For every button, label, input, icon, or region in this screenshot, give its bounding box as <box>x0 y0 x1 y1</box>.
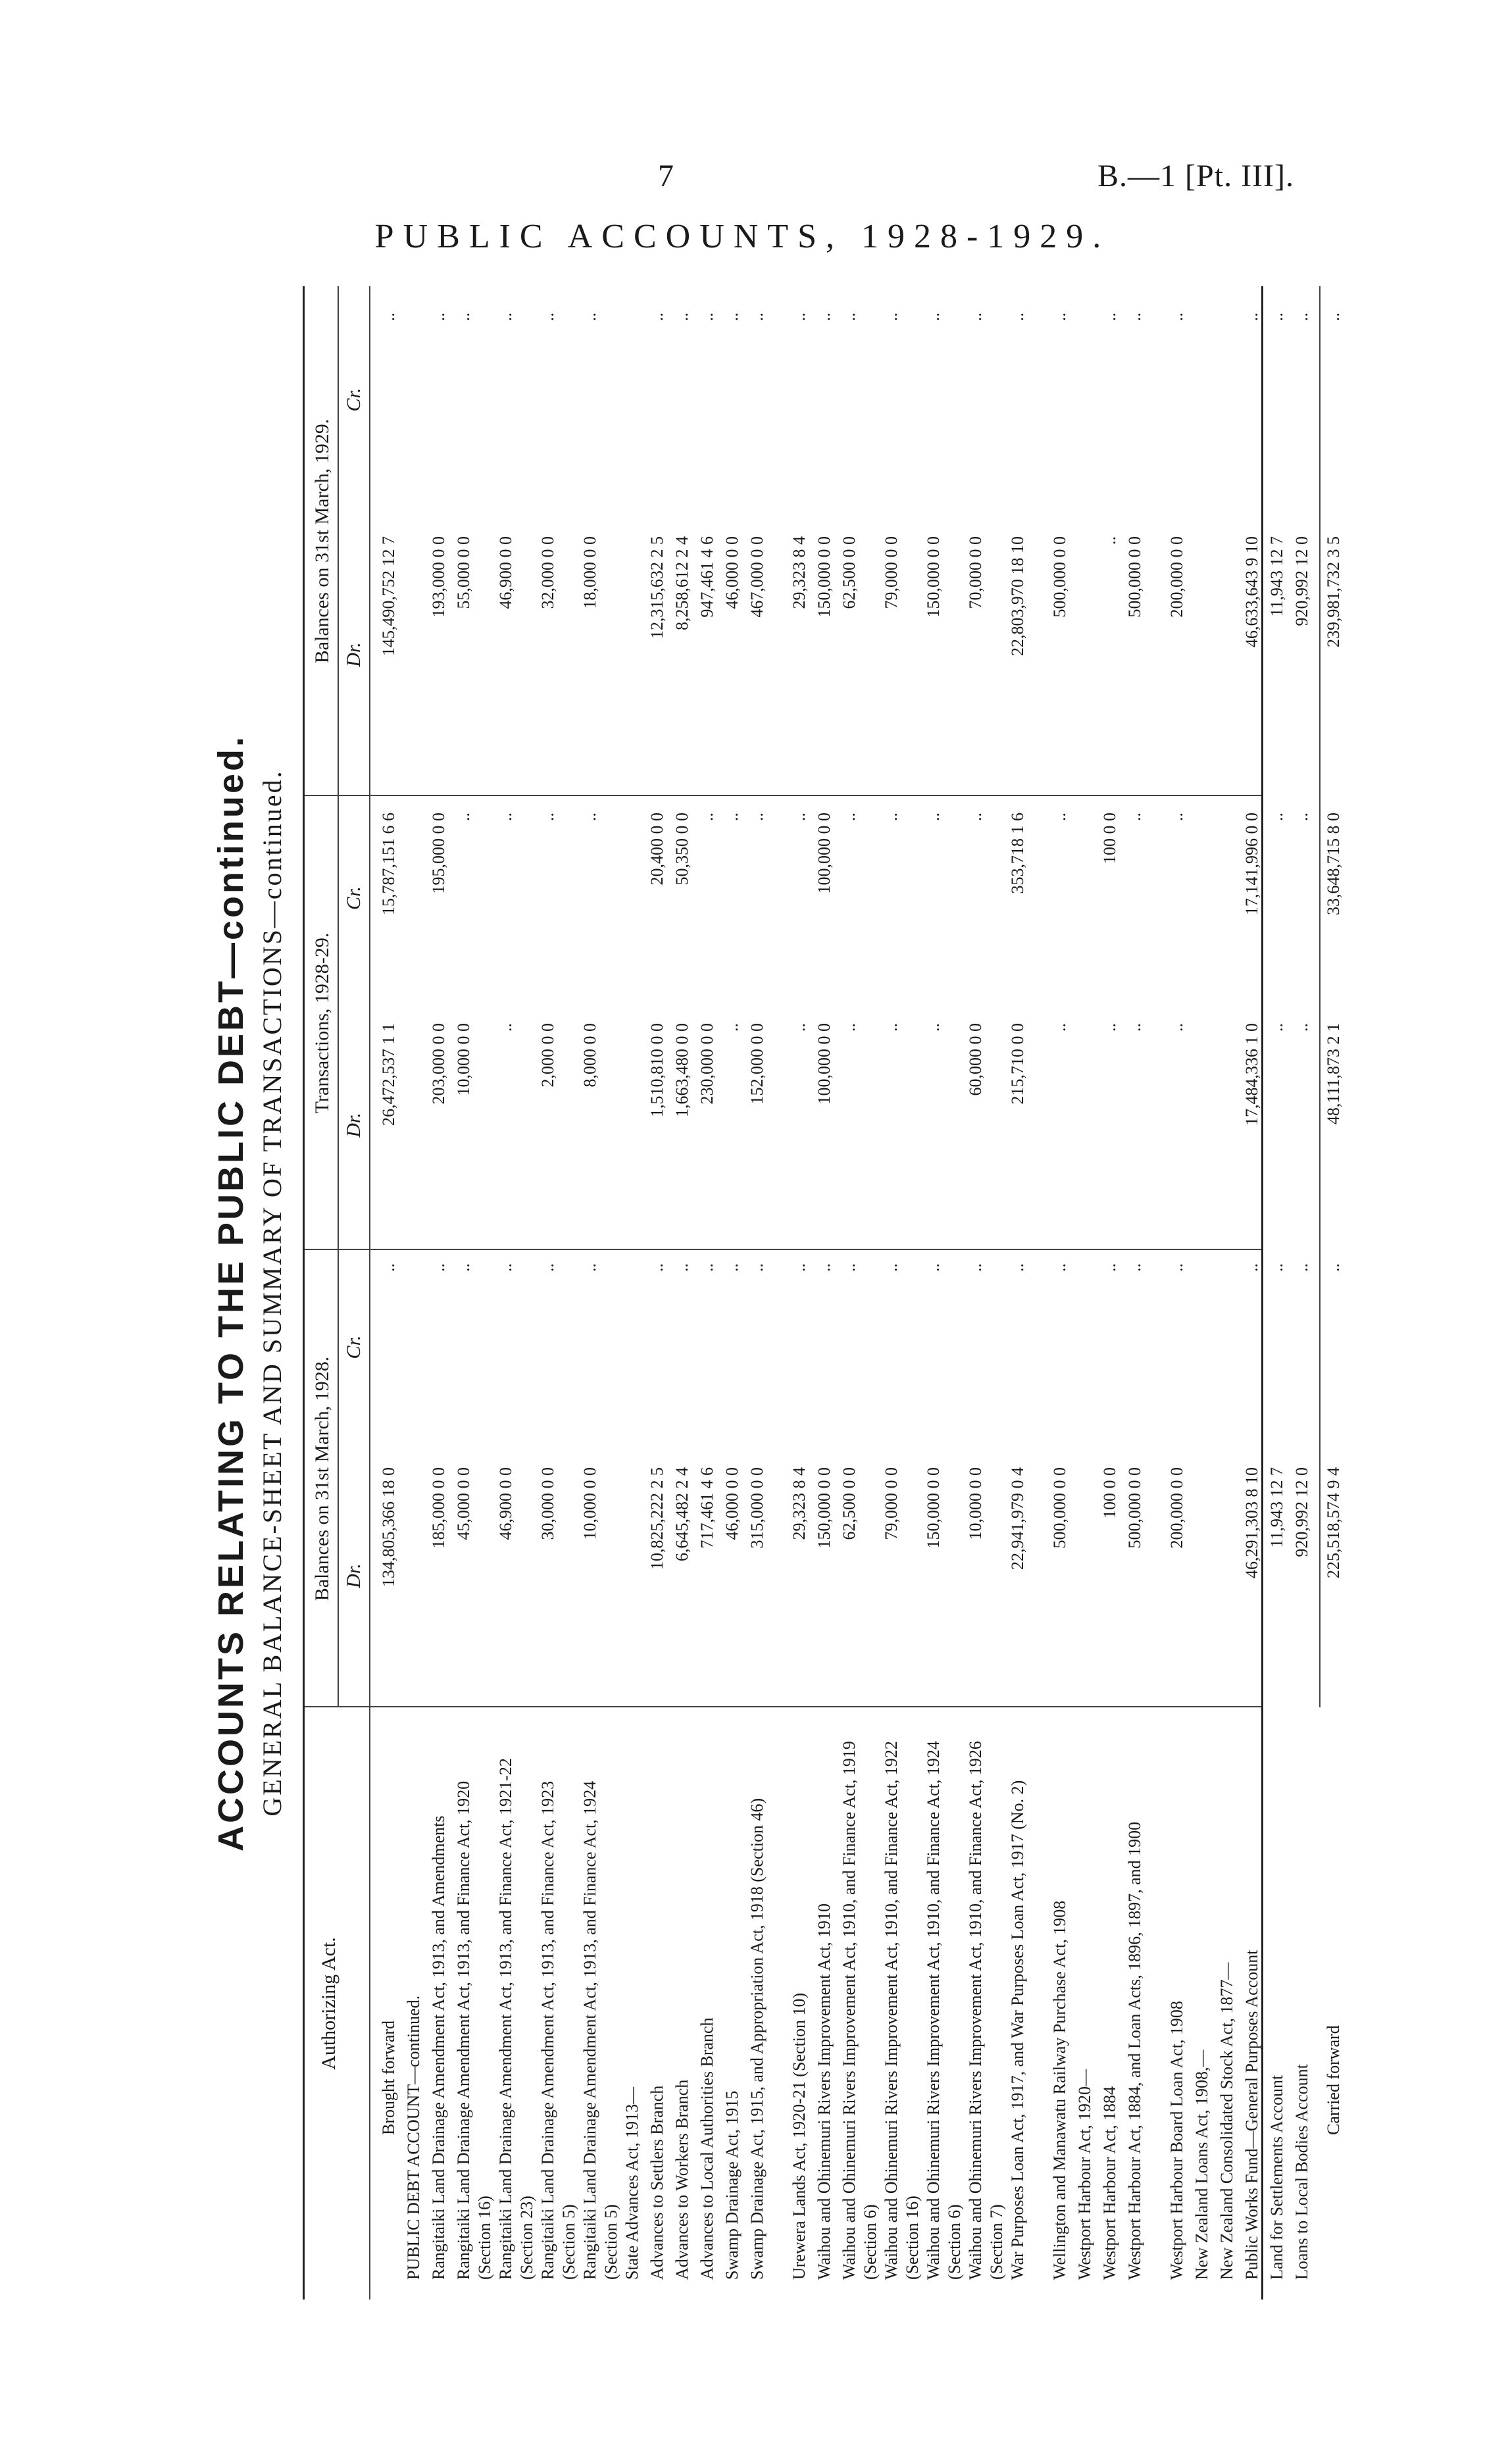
cell-b28cr: .. <box>966 1263 985 1272</box>
cell-tcr: .. <box>966 813 985 821</box>
table-title: ACCOUNTS RELATING TO THE PUBLIC DEBT—continued. <box>211 734 251 1851</box>
cell-b28cr: .. <box>1167 1263 1186 1272</box>
cell-b29cr: .. <box>379 313 398 321</box>
cell-b29dr: 239,981,732 3 5 <box>1324 536 1343 647</box>
cell-b29cr: .. <box>924 313 943 321</box>
cell-tdr: .. <box>496 1023 515 1032</box>
cell-tcr: .. <box>454 813 473 821</box>
page-number: 7 <box>658 159 674 193</box>
cell-b29dr: 145,490,752 12 7 <box>379 536 398 656</box>
cell-b28dr: 185,000 0 0 <box>429 1467 448 1549</box>
cell-b28dr: 30,000 0 0 <box>538 1467 557 1540</box>
cell-b28dr: 62,500 0 0 <box>840 1467 859 1540</box>
cell-tcr: .. <box>1050 813 1069 821</box>
row-label: Rangitaiki Land Drainage Amendment Act, 1913, and Finance Act, 1920 (Section 16) <box>454 1780 494 2280</box>
cell-tdr: 26,472,537 1 1 <box>379 1023 398 1126</box>
cell-tdr: .. <box>1050 1023 1069 1032</box>
cell-tdr: .. <box>1167 1023 1186 1032</box>
cell-b29dr: 920,992 12 0 <box>1292 536 1311 626</box>
cell-b28dr: 500,000 0 0 <box>1050 1467 1069 1549</box>
cell-tdr: 100,000 0 0 <box>815 1023 834 1105</box>
cell-b29dr: 150,000 0 0 <box>815 536 834 618</box>
subheader-dr: Dr. <box>343 642 365 667</box>
cell-b29cr: .. <box>1167 313 1186 321</box>
subheader-dr: Dr. <box>343 1563 365 1588</box>
cell-b28dr: 46,291,303 8 10 <box>1242 1467 1261 1578</box>
cell-b29dr: 46,633,643 9 10 <box>1242 536 1261 647</box>
cell-tcr: 33,648,715 8 0 <box>1324 813 1343 915</box>
column-header-balances-1928: Balances on 31st March, 1928. <box>311 1356 333 1601</box>
table-row <box>1267 286 1288 2300</box>
table-row <box>428 286 449 2300</box>
cell-tcr: .. <box>538 813 557 821</box>
cell-b28dr: 22,941,979 0 4 <box>1008 1467 1027 1570</box>
cell-b29dr: 70,000 0 0 <box>966 536 985 609</box>
cell-b28cr: .. <box>429 1263 448 1272</box>
cell-b28cr: .. <box>924 1263 943 1272</box>
row-label: Waihou and Ohinemuri Rivers Improvement Act, 1910, and Finance Act, 1919 (Section 6) <box>840 1741 880 2280</box>
total-rule <box>1319 286 1321 1707</box>
cell-b29dr: 467,000 0 0 <box>747 536 767 618</box>
cell-b28cr: .. <box>1242 1263 1261 1272</box>
cell-b29dr: 18,000 0 0 <box>580 536 599 609</box>
row-label: PUBLIC DEBT ACCOUNT—continued. <box>404 1995 423 2280</box>
table-row <box>538 286 580 2300</box>
cell-b29cr: .. <box>454 313 473 321</box>
table-row <box>881 286 923 2300</box>
cell-b28dr: 6,645,482 2 4 <box>672 1467 692 1561</box>
cell-b28cr: .. <box>496 1263 515 1272</box>
cell-b29cr: .. <box>429 313 448 321</box>
row-label: Rangitaiki Land Drainage Amendment Act, 1913, and Finance Act, 1923 (Section 5) <box>538 1780 578 2280</box>
table-row <box>1049 286 1070 2300</box>
table-row <box>747 286 789 2300</box>
row-label: Westport Harbour Act, 1920— <box>1075 2069 1094 2280</box>
cell-b29cr: .. <box>1242 313 1261 321</box>
cell-b29dr: 46,900 0 0 <box>496 536 515 609</box>
row-label: Wellington and Manawatu Railway Purchase Act, 1908 <box>1050 1900 1069 2280</box>
cell-tdr: .. <box>1100 1023 1119 1032</box>
table-row <box>1074 286 1095 2300</box>
cell-tdr: 2,000 0 0 <box>538 1023 557 1088</box>
cell-b29dr: 22,803,970 18 10 <box>1008 536 1027 656</box>
header-bottom-rule <box>369 286 370 2300</box>
table-row <box>1007 286 1049 2300</box>
row-label: Rangitaiki Land Drainage Amendment Act, 1913, and Finance Act, 1921-22 (Section 23) <box>496 1758 536 2280</box>
cell-b29cr: .. <box>966 313 985 321</box>
table-row <box>1124 286 1167 2300</box>
cell-b29cr: .. <box>647 313 667 321</box>
cell-b28cr: .. <box>790 1263 809 1272</box>
cell-b29cr: .. <box>790 313 809 321</box>
cell-b28cr: .. <box>672 1263 692 1272</box>
cell-tdr: .. <box>882 1023 901 1032</box>
cell-tcr: .. <box>1125 813 1144 821</box>
row-label: Westport Harbour Act, 1884 <box>1100 2086 1119 2280</box>
header-divider <box>338 286 339 1707</box>
table-row <box>378 286 399 2300</box>
cell-b29cr: .. <box>538 313 557 321</box>
table-row <box>1242 286 1263 2300</box>
cell-tcr: 20,400 0 0 <box>647 813 667 886</box>
row-label: New Zealand Consolidated Stock Act, 1877— <box>1217 1962 1236 2280</box>
cell-b28cr: .. <box>815 1263 834 1272</box>
cell-tcr: .. <box>1267 813 1286 821</box>
cell-tcr: .. <box>697 813 717 821</box>
cell-tdr: .. <box>722 1023 742 1032</box>
row-label: Loans to Local Bodies Account <box>1292 2064 1311 2280</box>
row-label: Waihou and Ohinemuri Rivers Improvement Act, 1910, and Finance Act, 1922 (Section 16) <box>882 1741 922 2280</box>
cell-tdr: 152,000 0 0 <box>747 1023 767 1105</box>
cell-b28dr: 10,000 0 0 <box>966 1467 985 1540</box>
cell-tdr: 17,484,336 1 0 <box>1242 1023 1261 1126</box>
row-label: Rangitaiki Land Drainage Amendment Act, 1913, and Finance Act, 1924 (Section 5) <box>580 1780 620 2280</box>
table-row <box>453 286 495 2300</box>
table-row <box>1323 286 1344 2300</box>
cell-b28dr: 225,518,574 9 4 <box>1324 1467 1343 1578</box>
cell-b29dr: .. <box>1100 536 1119 545</box>
row-label: Land for Settlements Account <box>1267 2074 1286 2280</box>
subheader-cr: Cr. <box>343 886 365 910</box>
row-label: Public Works Fund—General Purposes Account <box>1242 1949 1261 2280</box>
cell-tcr: 50,350 0 0 <box>672 813 692 886</box>
cell-b28dr: 200,000 0 0 <box>1167 1467 1186 1549</box>
cell-b29dr: 193,000 0 0 <box>429 536 448 618</box>
cell-tdr: .. <box>1292 1023 1311 1032</box>
table-subtitle: GENERAL BALANCE-SHEET AND SUMMARY OF TRANSACTIONS—continued. <box>257 769 287 1817</box>
table-row <box>672 286 693 2300</box>
cell-tcr: .. <box>747 813 767 821</box>
cell-tcr: 100,000 0 0 <box>815 813 834 894</box>
cell-tcr: .. <box>496 813 515 821</box>
cell-b29dr: 500,000 0 0 <box>1125 536 1144 618</box>
cell-b28dr: 315,000 0 0 <box>747 1467 767 1549</box>
cell-b29dr: 79,000 0 0 <box>882 536 901 609</box>
row-label: Urewera Lands Act, 1920-21 (Section 10) <box>790 1992 809 2280</box>
cell-b29cr: .. <box>840 313 859 321</box>
cell-b29cr: .. <box>1324 313 1343 321</box>
table-row <box>1167 286 1188 2300</box>
cell-tdr: 1,510,810 0 0 <box>647 1023 667 1117</box>
cell-b28cr: .. <box>1324 1263 1343 1272</box>
table-row <box>965 286 1007 2300</box>
cell-b28dr: 29,323 8 4 <box>790 1467 809 1540</box>
table-row <box>923 286 965 2300</box>
cell-b28cr: .. <box>697 1263 717 1272</box>
cell-tdr: 60,000 0 0 <box>966 1023 985 1096</box>
cell-b28cr: .. <box>722 1263 742 1272</box>
cell-b29dr: 29,323 8 4 <box>790 536 809 609</box>
table-row <box>697 286 718 2300</box>
cell-b29cr: .. <box>882 313 901 321</box>
table-row <box>647 286 668 2300</box>
cell-b28cr: .. <box>1100 1263 1119 1272</box>
table-row <box>814 286 835 2300</box>
cell-b28cr: .. <box>882 1263 901 1272</box>
cell-tdr: .. <box>840 1023 859 1032</box>
cell-b29dr: 150,000 0 0 <box>924 536 943 618</box>
table-row <box>403 286 424 2300</box>
document-title: PUBLIC ACCOUNTS, 1928-1929. <box>374 218 1111 255</box>
cell-b28dr: 717,461 4 6 <box>697 1467 717 1549</box>
table-row <box>622 286 643 2300</box>
cell-b29dr: 500,000 0 0 <box>1050 536 1069 618</box>
cell-b29cr: .. <box>1008 313 1027 321</box>
cell-tdr: 203,000 0 0 <box>429 1023 448 1105</box>
table-row <box>495 286 538 2300</box>
cell-b28cr: .. <box>747 1263 767 1272</box>
cell-b28dr: 45,000 0 0 <box>454 1467 473 1540</box>
cell-tcr: 100 0 0 <box>1100 813 1119 864</box>
subheader-cr: Cr. <box>343 1335 365 1359</box>
cell-tdr: 230,000 0 0 <box>697 1023 717 1105</box>
row-label: Waihou and Ohinemuri Rivers Improvement Act, 1910 <box>815 1903 834 2280</box>
table-row <box>580 286 622 2300</box>
cell-b29cr: .. <box>672 313 692 321</box>
cell-b28cr: .. <box>1292 1263 1311 1272</box>
cell-b28cr: .. <box>538 1263 557 1272</box>
cell-b28dr: 920,992 12 0 <box>1292 1467 1311 1557</box>
cell-b29dr: 200,000 0 0 <box>1167 536 1186 618</box>
cell-b29dr: 55,000 0 0 <box>454 536 473 609</box>
cell-b28cr: .. <box>379 1263 398 1272</box>
cell-b28dr: 134,805,366 18 0 <box>379 1467 398 1587</box>
row-label: New Zealand Loans Act, 1908,— <box>1192 2049 1211 2280</box>
cell-b28dr: 46,900 0 0 <box>496 1467 515 1540</box>
cell-b28cr: .. <box>1125 1263 1144 1272</box>
cell-b28dr: 79,000 0 0 <box>882 1467 901 1540</box>
cell-tcr: 353,718 1 6 <box>1008 813 1027 894</box>
row-label: Rangitaiki Land Drainage Amendment Act, 1913, and Amendments <box>429 1815 448 2280</box>
cell-tcr: 195,000 0 0 <box>429 813 448 894</box>
cell-b29dr: 32,000 0 0 <box>538 536 557 609</box>
cell-tcr: .. <box>1292 813 1311 821</box>
row-label: Westport Harbour Act, 1884, and Loan Acts, 1896, 1897, and 1900 <box>1125 1821 1144 2280</box>
cell-b28cr: .. <box>647 1263 667 1272</box>
cell-b28dr: 100 0 0 <box>1100 1467 1119 1519</box>
cell-tcr: .. <box>722 813 742 821</box>
table-row <box>789 286 810 2300</box>
table-row <box>1217 286 1238 2300</box>
cell-tdr: 8,000 0 0 <box>580 1023 599 1088</box>
cell-tdr: .. <box>790 1023 809 1032</box>
subheader-cr: Cr. <box>343 388 365 412</box>
cell-b28cr: .. <box>1008 1263 1027 1272</box>
cell-b29cr: .. <box>1050 313 1069 321</box>
row-label: State Advances Act, 1913— <box>622 2086 642 2280</box>
cell-b29cr: .. <box>747 313 767 321</box>
cell-tcr: .. <box>924 813 943 821</box>
cell-b29cr: .. <box>496 313 515 321</box>
cell-b28dr: 11,943 12 7 <box>1267 1467 1286 1548</box>
cell-tcr: .. <box>882 813 901 821</box>
cell-tcr: 15,787,151 6 6 <box>379 813 398 915</box>
cell-tcr: .. <box>840 813 859 821</box>
cell-b28cr: .. <box>840 1263 859 1272</box>
row-label: Carried forward <box>1324 2025 1343 2135</box>
row-label: Swamp Drainage Act, 1915 <box>722 2090 742 2280</box>
cell-tdr: 1,663,480 0 0 <box>672 1023 692 1117</box>
cell-b28cr: .. <box>1267 1263 1286 1272</box>
cell-tdr: 10,000 0 0 <box>454 1023 473 1096</box>
cell-b29dr: 12,315,632 2 5 <box>647 536 667 639</box>
cell-b28cr: .. <box>454 1263 473 1272</box>
cell-b28cr: .. <box>580 1263 599 1272</box>
row-label: Brought forward <box>379 2020 398 2135</box>
cell-b28cr: .. <box>1050 1263 1069 1272</box>
subheader-dr: Dr. <box>343 1113 365 1138</box>
cell-tdr: .. <box>1267 1023 1286 1032</box>
cell-b29cr: .. <box>697 313 717 321</box>
row-label: Waihou and Ohinemuri Rivers Improvement Act, 1910, and Finance Act, 1926 (Section 7) <box>966 1741 1006 2280</box>
cell-tdr: .. <box>1125 1023 1144 1032</box>
cell-b29cr: .. <box>815 313 834 321</box>
cell-tdr: .. <box>924 1023 943 1032</box>
cell-b29cr: .. <box>580 313 599 321</box>
rotated-table-block <box>211 286 1343 2300</box>
cell-b28dr: 10,825,222 2 5 <box>647 1467 667 1570</box>
row-label: War Purposes Loan Act, 1917, and War Purposes Loan Act, 1917 (No. 2) <box>1008 1780 1027 2280</box>
row-label: Advances to Local Authorities Branch <box>697 2017 717 2280</box>
row-label: Westport Harbour Board Loan Act, 1908 <box>1167 2001 1186 2280</box>
cell-b29cr: .. <box>722 313 742 321</box>
cell-tcr: 17,141,996 0 0 <box>1242 813 1261 915</box>
table-row <box>722 286 743 2300</box>
cell-b29dr: 947,461 4 6 <box>697 536 717 618</box>
document-code: B.—1 [Pt. III]. <box>1097 159 1294 193</box>
balance-sheet-table <box>303 286 1343 2300</box>
row-label: Waihou and Ohinemuri Rivers Improvement Act, 1910, and Finance Act, 1924 (Section 6) <box>924 1741 964 2280</box>
cell-b28dr: 10,000 0 0 <box>580 1467 599 1540</box>
cell-tcr: .. <box>1167 813 1186 821</box>
cell-b29cr: .. <box>1100 313 1119 321</box>
column-header-balances-1929: Balances on 31st March, 1929. <box>311 418 333 664</box>
cell-tdr: 48,111,873 2 1 <box>1324 1023 1343 1125</box>
cell-b29dr: 11,943 12 7 <box>1267 536 1286 617</box>
table-row <box>1292 286 1313 2300</box>
cell-b28dr: 150,000 0 0 <box>815 1467 834 1549</box>
cell-b29cr: .. <box>1292 313 1311 321</box>
cell-tcr: .. <box>580 813 599 821</box>
table-row <box>839 286 881 2300</box>
table-row <box>1192 286 1213 2300</box>
cell-b29cr: .. <box>1125 313 1144 321</box>
cell-b29dr: 62,500 0 0 <box>840 536 859 609</box>
row-label: Swamp Drainage Act, 1915, and Appropriation Act, 1918 (Section 46) <box>747 1798 767 2280</box>
cell-tcr: .. <box>790 813 809 821</box>
column-header-transactions: Transactions, 1928-29. <box>311 932 333 1114</box>
cell-b28dr: 150,000 0 0 <box>924 1467 943 1549</box>
row-label: Advances to Workers Branch <box>672 2079 692 2280</box>
cell-b29dr: 46,000 0 0 <box>722 536 742 609</box>
cell-b29dr: 8,258,612 2 4 <box>672 536 692 630</box>
cell-tdr: 215,710 0 0 <box>1008 1023 1027 1105</box>
column-header-act: Authorizing Act. <box>318 1937 340 2070</box>
cell-b28dr: 46,000 0 0 <box>722 1467 742 1540</box>
cell-b29cr: .. <box>1267 313 1286 321</box>
row-label: Advances to Settlers Branch <box>647 2085 667 2280</box>
cell-b28dr: 500,000 0 0 <box>1125 1467 1144 1549</box>
table-row <box>1099 286 1120 2300</box>
